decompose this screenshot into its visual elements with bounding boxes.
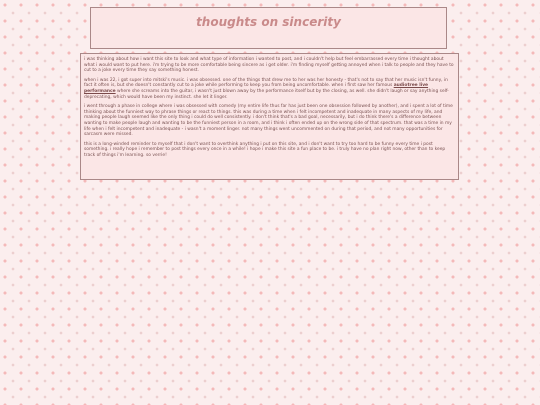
- paragraph-comedy: i went through a phase in college where i was obsessed with comedy (my entire life thus far has just been one obsession followed by another), and i spent a lot of time thinking about the funniest way to phrase things or react to things. this was during a time when i felt incompetent and inadequate in many aspects of my life, and making people laugh seemed like the only thing i could do well consistently. i don't think that's a bad goal, necessarily, but i do think there's a difference between wanting to make people laugh and wanting to be the funniest person in a room, and i think i often ended up on the wrong side of that spectrum. that was a time in my life when i felt incompetent and inadequate - i wasn't a moment linger. not many things went uncommented on during that period, and not many opportunities for sarcasm were missed.: [84, 104, 453, 138]
- audiotree-live-link[interactable]: audiotree live performance: [84, 83, 429, 94]
- header-panel: [90, 7, 447, 49]
- paragraph-mitski-before: when i was 22, i got super into mitski's music. i was obsessed. one of the things that drew me to her was her honesty - that's not to say that her music isn't funny, in fact it often is, but she doesn't constantly cut to a joke while performing to keep you from being uncomfortable. when i first saw her famous: [84, 77, 448, 89]
- paragraph-intro: i was thinking about how i want this site to look and what type of information i wanted to post, and i couldn't help but feel embarrassed every time i thought about what i would want to put here. i'm trying to be more comfortable being sincere as i get older. i'm finding myself getting annoyed when i talk to people and they have to cut to a joke every time they say something honest.: [84, 57, 454, 74]
- paragraph-mitski: [84, 78, 455, 100]
- page-title: thoughts on sincerity: [196, 15, 341, 29]
- paragraph-mitski-after: where she screams into the guitar, i wasn't just blown away by the performance itself but by the closing, as well. she didn't laugh or say anything self-deprecating, which would have been my instinct. she let it linger.: [84, 88, 449, 100]
- content-panel: [80, 53, 459, 180]
- paragraph-closing: this is a long-winded reminder to myself that i don't want to overthink anything i put on this site, and i don't want to try too hard to be funny every time i post something. i really hope i remember to post things every once in a while! i hope i make this site a fun place to be. i truly have no plan right now, other than to keep track of things i'm learning. so verrie!: [84, 141, 446, 158]
